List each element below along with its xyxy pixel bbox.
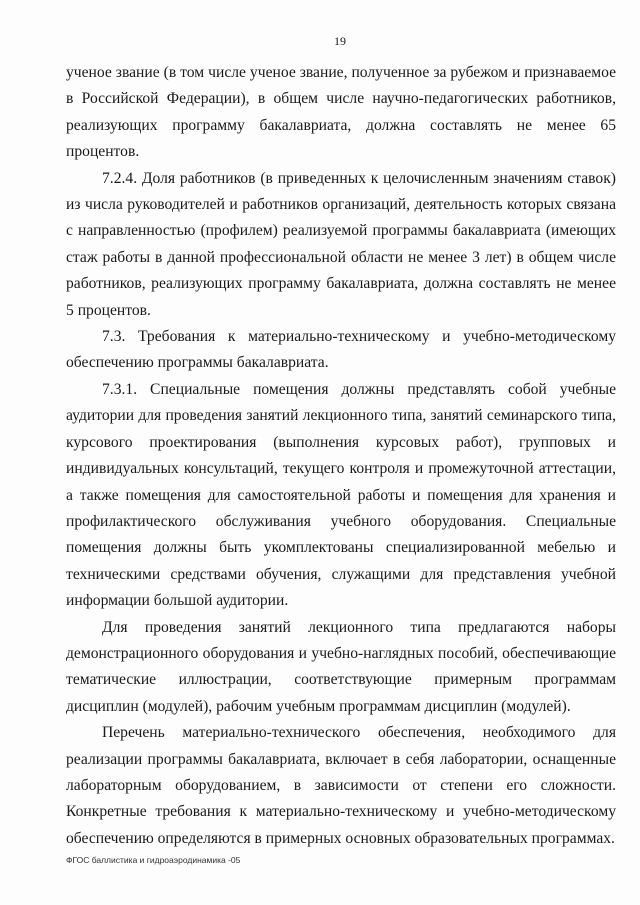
paragraph-continuation: ученое звание (в том числе ученое звание, полученное за рубежом и признаваемое в Российской Федерации), в общем числе научно-педагогических работников, реализующих программу бакалавриата, должна составлять не менее 65 процентов.: [66, 64, 616, 161]
page-footer: ФГОС баллистика и гидроаэродинамика -05: [66, 855, 241, 865]
paragraph-7-3: 7.3. Требования к материально-техническому и учебно-методическому обеспечению программы бакалавриата.: [66, 328, 616, 372]
paragraph-7-2-4: 7.2.4. Доля работников (в приведенных к целочисленным значениям ставок) из числа руководителей и работников организаций, деятельность которых связана с направленностью (профилем) реализуемой программы бакалавриата (имеющих стаж работы в данной профессиональной области не менее 3 лет) в общем числе работников, реализующих программу бакалавриата, должна составлять не менее 5 процентов.: [66, 169, 616, 319]
document-body: [66, 60, 616, 852]
paragraph-lecture-equipment: Для проведения занятий лекционного типа предлагаются наборы демонстрационного оборудования и учебно-наглядных пособий, обеспечивающие тематические иллюстрации, соответствующие примерным программам дисциплин (модулей), рабочим учебным программам дисциплин (модулей).: [66, 618, 616, 715]
page-number: 19: [334, 34, 346, 48]
paragraph-7-3-1: 7.3.1. Специальные помещения должны представлять собой учебные аудитории для проведения занятий лекционного типа, занятий семинарского типа, курсового проектирования (выполнения курсовых работ), групповых и индивидуальных консультаций, текущего контроля и промежуточной аттестации, а также помещения для самостоятельной работы и помещения для хранения и профилактического обслуживания учебного оборудования. Специальные помещения должны быть укомплектованы специализированной мебелью и техническими средствами обучения, служащими для представления учебной информации большой аудитории.: [66, 380, 616, 610]
paragraph-equipment-list: Перечень материально-технического обеспечения, необходимого для реализации программы бакалавриата, включает в себя лаборатории, оснащенные лабораторным оборудованием, в зависимости от степени его сложности. Конкретные требования к материально-техническому и учебно-методическому обеспечению определяются в примерных основных образовательных программах.: [66, 724, 616, 847]
